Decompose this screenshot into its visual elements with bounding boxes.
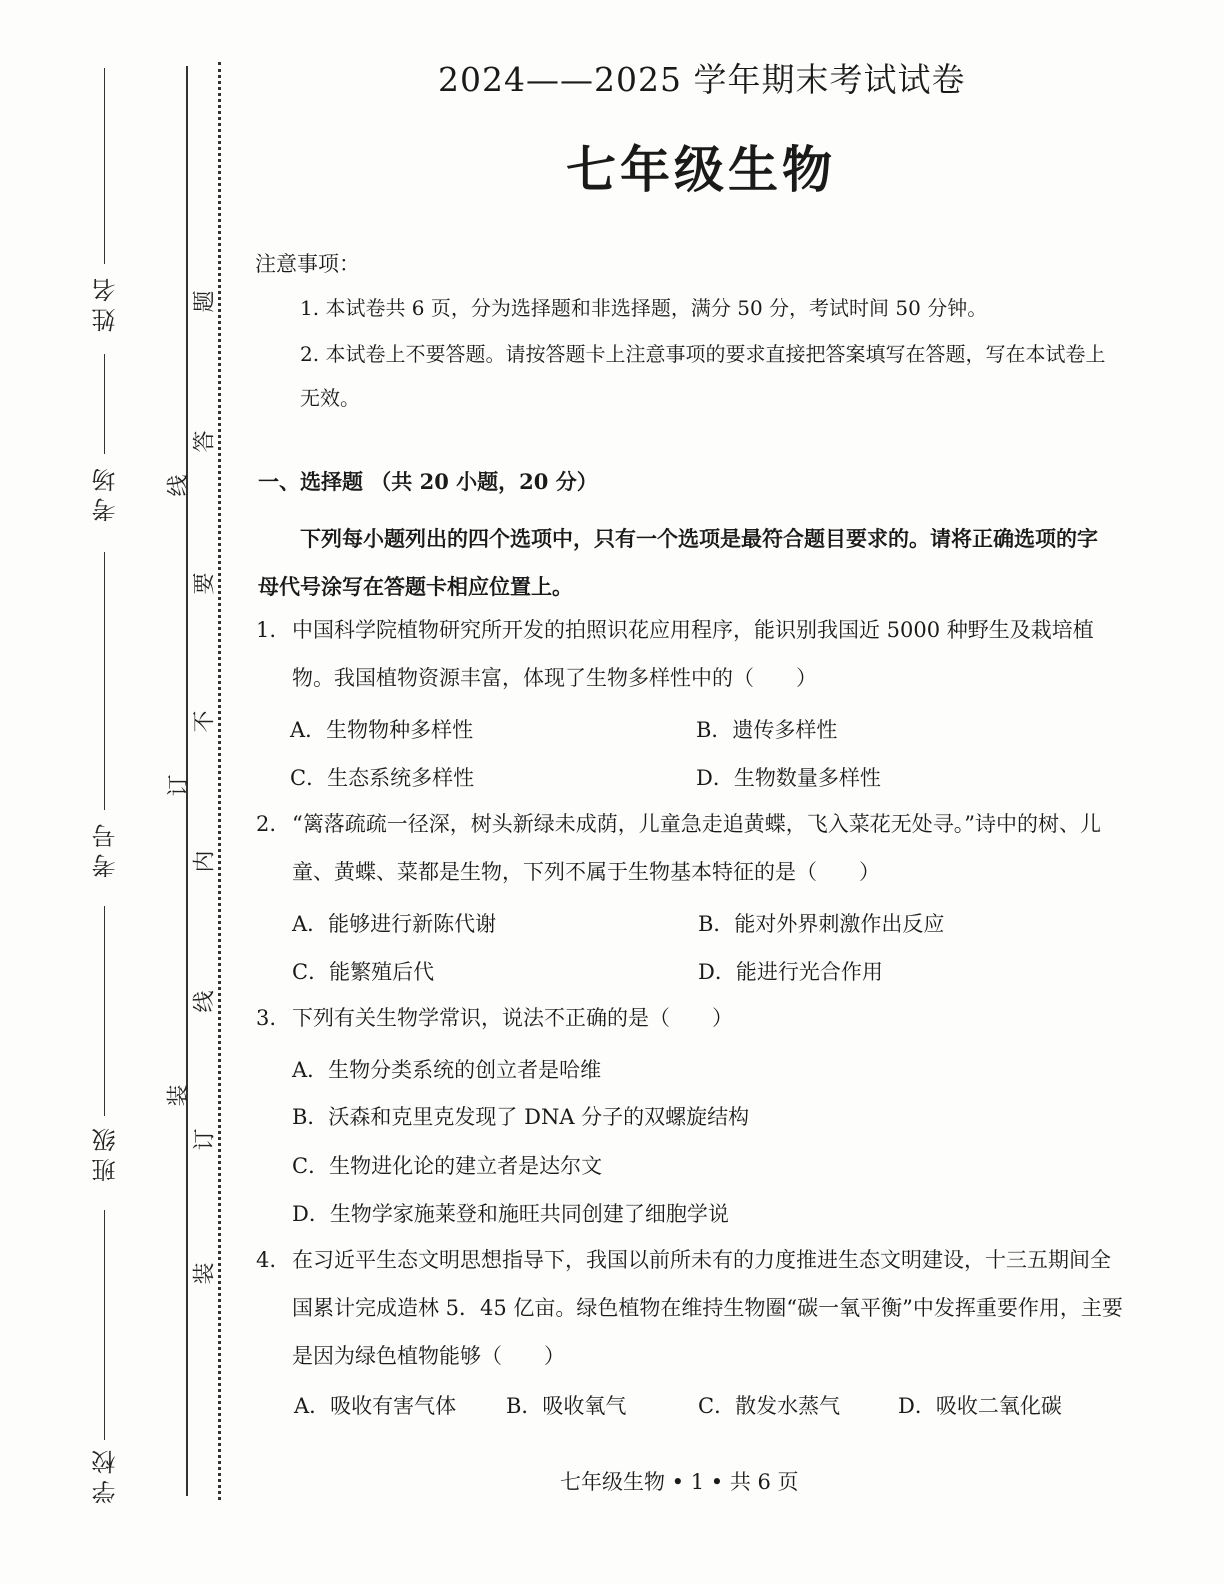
question-1 <box>256 606 1126 702</box>
seal-char: 内 <box>192 850 218 873</box>
seal-char: 订 <box>192 1128 218 1151</box>
seal-char: 线 <box>192 990 218 1013</box>
notice-label: 注意事项： <box>255 252 360 276</box>
subject-title: 七年级生物 <box>566 140 836 199</box>
room-field-label: 考场 <box>92 462 120 522</box>
option-c: C．散发水蒸气 <box>698 1394 841 1418</box>
seal-char: 答 <box>192 430 218 453</box>
seal-char: 不 <box>192 710 218 733</box>
option-c: C．能繁殖后代 <box>292 960 435 984</box>
question-4 <box>256 1236 1126 1380</box>
option-d: D．生物学家施莱登和施旺共同创建了细胞学说 <box>292 1202 729 1226</box>
class-field-label: 班级 <box>92 1122 120 1182</box>
seal-char: 线 <box>166 474 192 497</box>
option-d: D．吸收二氧化碳 <box>898 1394 1062 1418</box>
question-stem: 中国科学院植物研究所开发的拍照识花应用程序，能识别我国近 5000 种野生及栽培植物。我国植物资源丰富，体现了生物多样性中的（ ） <box>292 618 1094 690</box>
exam-number-field-label: 考号 <box>92 818 120 878</box>
school-field-label: 学校 <box>92 1444 120 1504</box>
seal-char: 要 <box>192 572 218 595</box>
option-b: B．沃森和克里克发现了 DNA 分子的双螺旋结构 <box>292 1105 750 1129</box>
option-b: B．遗传多样性 <box>696 718 838 742</box>
name-field-line <box>104 68 105 264</box>
page-footer: 七年级生物 • 1 • 共 6 页 <box>560 1470 799 1494</box>
question-stem: “篱落疏疏一径深，树头新绿未成荫，儿童急走追黄蝶，飞入菜花无处寻。”诗中的树、儿童、黄蝶、菜都是生物，下列不属于生物基本特征的是（ ） <box>292 812 1101 884</box>
option-c: C．生态系统多样性 <box>290 766 475 790</box>
question-stem: 在习近平生态文明思想指导下，我国以前所未有的力度推进生态文明建设，十三五期间全国累计完成造林 5．45 亿亩。绿色植物在维持生物圈“碳一氧平衡”中发挥重要作用，主要是因为绿色植物能够（ ） <box>292 1248 1123 1368</box>
seal-char: 订 <box>166 774 192 797</box>
notice-item: 2. 本试卷上不要答题。请按答题卡上注意事项的要求直接把答案填写在答题，写在本试卷上无效。 <box>300 342 1106 410</box>
notice-item: 1. 本试卷共 6 页，分为选择题和非选择题，满分 50 分，考试时间 50 分钟。 <box>300 296 988 320</box>
exam-number-field-line <box>104 906 105 1116</box>
option-d: D．生物数量多样性 <box>696 766 881 790</box>
option-a: A．生物分类系统的创立者是哈维 <box>292 1058 602 1082</box>
option-c: C．生物进化论的建立者是达尔文 <box>292 1154 603 1178</box>
name-field-line-2 <box>104 354 105 454</box>
question-number: 1. <box>256 618 277 642</box>
question-number: 4. <box>256 1248 277 1272</box>
option-a: A．吸收有害气体 <box>294 1394 457 1418</box>
question-2 <box>256 800 1126 896</box>
question-3 <box>256 994 1126 1042</box>
option-a: A．能够进行新陈代谢 <box>292 912 497 936</box>
question-number: 2. <box>256 812 277 836</box>
class-field-line <box>104 1210 105 1440</box>
option-b: B．能对外界刺激作出反应 <box>698 912 945 936</box>
section-heading: 一、选择题 （共 20 小题，20 分） <box>258 469 598 494</box>
room-field-line <box>104 552 105 810</box>
seal-char: 装 <box>166 1084 192 1107</box>
seal-char: 题 <box>192 290 218 313</box>
name-field-label: 姓名 <box>92 272 120 332</box>
section-instruction: 下列每小题列出的四个选项中，只有一个选项是最符合题目要求的。请将正确选项的字母代号涂写在答题卡相应位置上。 <box>258 526 1098 599</box>
option-b: B．吸收氧气 <box>506 1394 627 1418</box>
question-stem: 下列有关生物学常识，说法不正确的是（ ） <box>292 1006 733 1030</box>
option-a: A．生物物种多样性 <box>290 718 474 742</box>
question-number: 3. <box>256 1006 277 1030</box>
seal-char: 装 <box>192 1262 218 1285</box>
exam-title: 2024——2025 学年期末考试试卷 <box>438 60 966 99</box>
option-d: D．能进行光合作用 <box>698 960 883 984</box>
